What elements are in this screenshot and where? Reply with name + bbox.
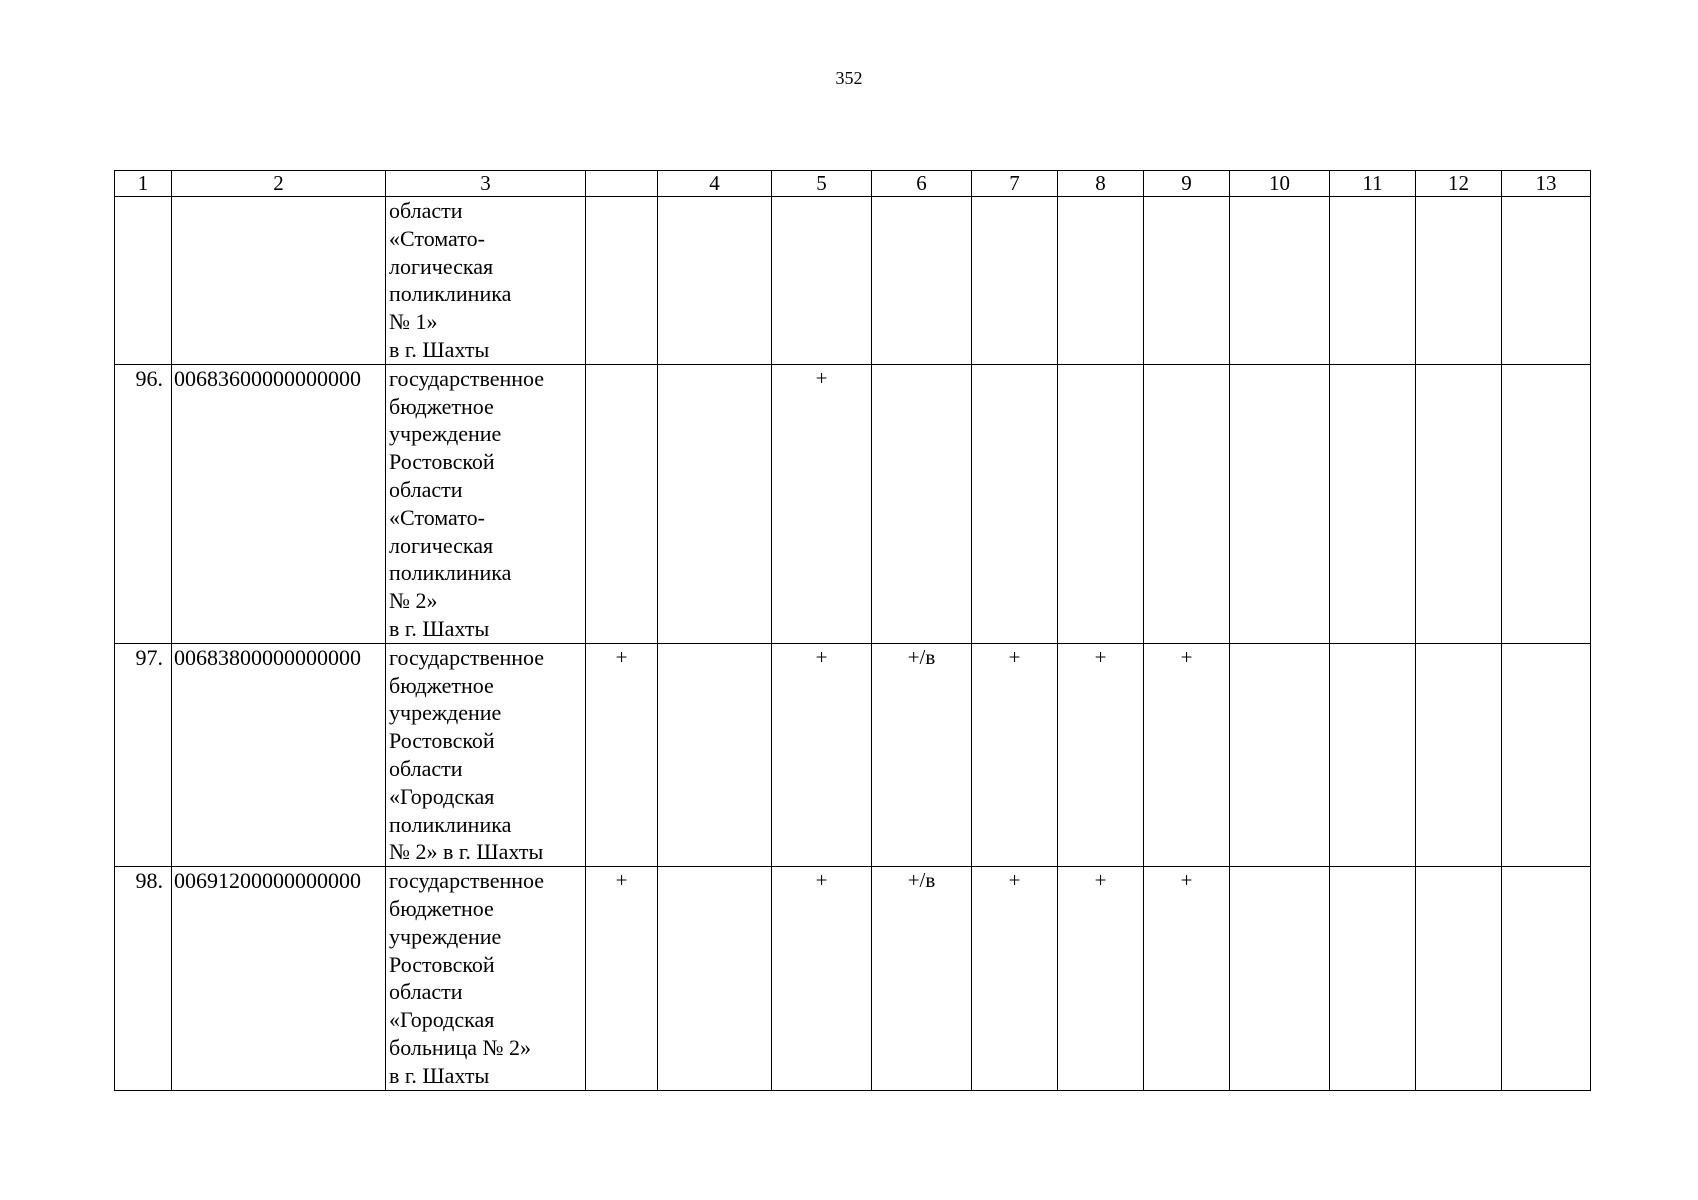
name-line: логическая: [389, 532, 494, 558]
mark-cell: [1230, 364, 1330, 643]
mark-cell: +: [1144, 643, 1230, 866]
name-line: учреждение: [389, 923, 502, 949]
institution-name: [386, 643, 586, 866]
mark-cell: [1416, 867, 1502, 1090]
mark-cell: [1330, 643, 1416, 866]
column-header-9: 9: [1144, 171, 1230, 197]
name-line: «Городская: [389, 783, 495, 809]
row-number: 96.: [115, 364, 172, 643]
registry-code: 00691200000000000: [172, 867, 386, 1090]
name-line: поликлиника: [389, 560, 512, 586]
name-line: области: [389, 198, 463, 223]
mark-cell: +: [772, 643, 872, 866]
table-row: [115, 364, 1591, 643]
registry-code: [172, 197, 386, 365]
column-header-unnumbered: [586, 171, 658, 197]
mark-cell: [872, 197, 972, 365]
row-number: 98.: [115, 867, 172, 1090]
name-line: учреждение: [389, 421, 502, 447]
name-line: области: [389, 476, 463, 502]
name-line: Ростовской: [389, 951, 495, 977]
column-header-11: 11: [1330, 171, 1416, 197]
mark-cell: [1502, 643, 1591, 866]
column-header-12: 12: [1416, 171, 1502, 197]
name-line: «Городская: [389, 1007, 495, 1033]
column-header-3: 3: [386, 171, 586, 197]
mark-cell: [1330, 197, 1416, 365]
name-line: Ростовской: [389, 449, 495, 475]
mark-cell: [1058, 197, 1144, 365]
mark-cell: [658, 364, 772, 643]
mark-cell: [972, 197, 1058, 365]
mark-cell: +: [1058, 867, 1144, 1090]
mark-cell: +: [586, 867, 658, 1090]
column-header-10: 10: [1230, 171, 1330, 197]
mark-cell: [658, 643, 772, 866]
institution-name: [386, 867, 586, 1090]
institution-name: [386, 197, 586, 365]
name-line: поликлиника: [389, 811, 512, 837]
name-line: № 2» в г. Шахты: [389, 839, 544, 865]
name-line: логическая: [389, 253, 494, 279]
name-line: государственное: [389, 644, 545, 670]
mark-cell: [772, 197, 872, 365]
mark-cell: [1330, 867, 1416, 1090]
mark-cell: [586, 364, 658, 643]
mark-cell: [1230, 197, 1330, 365]
mark-cell: +: [772, 364, 872, 643]
row-number: 97.: [115, 643, 172, 866]
mark-cell: [1230, 643, 1330, 866]
column-header-2: 2: [172, 171, 386, 197]
mark-cell: [1144, 364, 1230, 643]
mark-cell: +: [1144, 867, 1230, 1090]
column-header-8: 8: [1058, 171, 1144, 197]
table-row: [115, 867, 1591, 1090]
column-header-13: 13: [1502, 171, 1591, 197]
mark-cell: [1502, 364, 1591, 643]
institution-name: [386, 364, 586, 643]
mark-cell: [1416, 643, 1502, 866]
mark-cell: +: [772, 867, 872, 1090]
column-header-5: 5: [772, 171, 872, 197]
registry-code: 00683800000000000: [172, 643, 386, 866]
mark-cell: [1230, 867, 1330, 1090]
mark-cell: +/в: [872, 643, 972, 866]
name-line: № 2»: [389, 588, 438, 614]
name-line: в г. Шахты: [389, 336, 490, 362]
row-number: [115, 197, 172, 365]
name-line: государственное: [389, 365, 545, 391]
mark-cell: [1502, 867, 1591, 1090]
mark-cell: +/в: [872, 867, 972, 1090]
column-header-7: 7: [972, 171, 1058, 197]
name-line: поликлиника: [389, 281, 512, 307]
mark-cell: [658, 197, 772, 365]
mark-cell: [1144, 197, 1230, 365]
name-line: «Стомато-: [389, 504, 485, 530]
mark-cell: [1330, 364, 1416, 643]
column-header-1: 1: [115, 171, 172, 197]
registry-code: 00683600000000000: [172, 364, 386, 643]
name-line: больница № 2»: [389, 1034, 531, 1060]
mark-cell: [1502, 197, 1591, 365]
table-row: [115, 197, 1591, 365]
name-line: № 1»: [389, 309, 438, 335]
mark-cell: [1416, 197, 1502, 365]
name-line: Ростовской: [389, 728, 495, 754]
name-line: бюджетное: [389, 672, 494, 698]
name-line: области: [389, 755, 463, 781]
data-table: [114, 170, 1591, 1091]
name-line: бюджетное: [389, 393, 494, 419]
name-line: в г. Шахты: [389, 615, 490, 641]
name-line: бюджетное: [389, 895, 494, 921]
mark-cell: +: [972, 643, 1058, 866]
name-line: учреждение: [389, 700, 502, 726]
mark-cell: [972, 364, 1058, 643]
mark-cell: +: [972, 867, 1058, 1090]
mark-cell: [658, 867, 772, 1090]
page-number: 352: [835, 68, 863, 88]
mark-cell: [1058, 364, 1144, 643]
mark-cell: [1416, 364, 1502, 643]
mark-cell: +: [586, 643, 658, 866]
mark-cell: +: [1058, 643, 1144, 866]
name-line: в г. Шахты: [389, 1062, 490, 1088]
header-row: [115, 171, 1591, 197]
column-header-4: 4: [658, 171, 772, 197]
name-line: «Стомато-: [389, 225, 485, 251]
table-row: [115, 643, 1591, 866]
mark-cell: [586, 197, 658, 365]
name-line: области: [389, 979, 463, 1005]
name-line: государственное: [389, 868, 545, 894]
mark-cell: [872, 364, 972, 643]
column-header-6: 6: [872, 171, 972, 197]
